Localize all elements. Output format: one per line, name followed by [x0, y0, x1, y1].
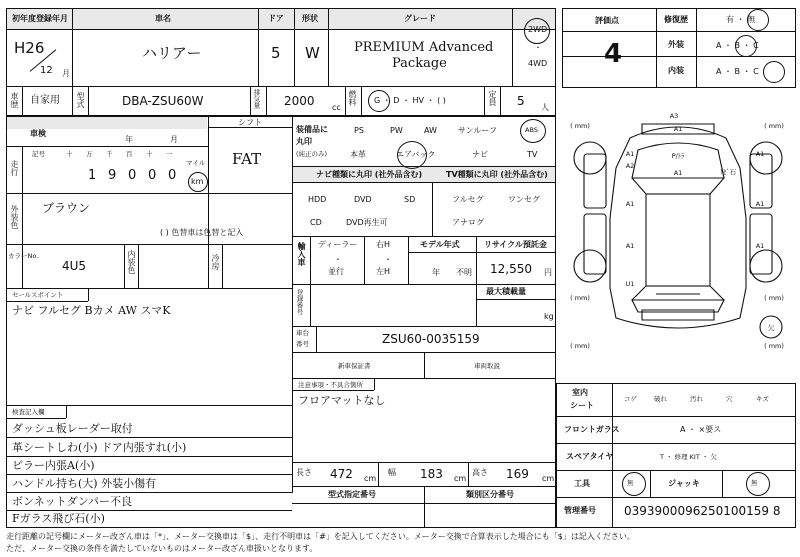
- model-year-value: 不明: [456, 268, 472, 277]
- door-value: 5: [271, 44, 281, 62]
- eq-aw: AW: [424, 126, 437, 135]
- tv-analog: アナログ: [452, 218, 484, 227]
- repair-label: 修復歴: [664, 15, 688, 24]
- mileage-v4: 0: [148, 168, 157, 183]
- eq-ps: PS: [354, 126, 364, 135]
- interior-opt-scratch: キズ: [756, 395, 769, 403]
- exterior-color-value: ブラウン: [42, 201, 91, 215]
- interior-grade-label: 内装: [668, 66, 684, 75]
- mark-a1-lr: A1: [625, 242, 635, 250]
- navi-type-label: ナビ種類に丸印 (社外品含む): [316, 170, 423, 179]
- shape-value: W: [305, 44, 320, 62]
- year-value: H26: [14, 39, 45, 57]
- tv-type-label: TV種類に丸印 (社外品含む): [446, 170, 548, 179]
- car-name: ハリアー: [142, 44, 202, 62]
- recycle-value: 12,550: [490, 262, 532, 276]
- grade-line1: PREMIUM Advanced: [354, 40, 494, 55]
- control-number-value: 0393900096250100159 8: [624, 504, 781, 518]
- interior-opt-dirt: 汚れ: [690, 395, 703, 403]
- mm-rr: ( mm): [764, 294, 784, 302]
- mileage-d4: 百: [126, 150, 133, 158]
- mileage-d3: 千: [106, 150, 113, 158]
- mark-u1: U1: [625, 280, 635, 288]
- color-no-value: 4U5: [62, 259, 87, 273]
- name-header: 車名: [155, 14, 171, 23]
- grade-header: グレード: [404, 14, 436, 23]
- tools-label: 工具: [574, 479, 590, 488]
- mark-a1-hood: A1: [673, 169, 683, 177]
- inspector-line-1: ダッシュ板レーダー取付: [12, 422, 133, 435]
- score-value: 4: [604, 39, 623, 69]
- import-dealer: ディーラー: [318, 240, 358, 249]
- color-no-label: カラーNo.: [8, 252, 39, 260]
- wheel-front-right: [750, 142, 782, 174]
- navi-dvd: DVD: [354, 195, 372, 204]
- mark-right-stone: ﾄﾋﾞ石: [719, 168, 737, 176]
- repair-circle: [747, 9, 769, 31]
- inspector-line-6: Fガラス飛び石(小): [12, 512, 105, 525]
- length-unit: cm: [364, 474, 377, 483]
- mileage-v5: 0: [168, 168, 177, 183]
- chassis-value: ZSU60-0035159: [382, 332, 480, 346]
- sales-points-value: ナビ フルセグ Bカメ AW スマK: [12, 304, 171, 317]
- tools-value: 無: [627, 479, 634, 487]
- mm-fl: ( mm): [570, 122, 590, 130]
- eq-sunroof: サンルーフ: [458, 126, 497, 135]
- shaken-label: 車検: [30, 129, 46, 138]
- mileage-kigo: 記号: [32, 150, 45, 158]
- windshield-options: A ・ ×要ス: [680, 425, 722, 434]
- warranty-label: 新車保証書: [338, 362, 371, 370]
- mark-missing: 欠: [767, 324, 775, 332]
- mark-a1-fl: A1: [625, 150, 635, 158]
- jack-value: 無: [751, 479, 758, 487]
- type-label: 型式: [76, 92, 85, 108]
- category-number-label: 類別区分番号: [466, 490, 514, 499]
- displacement-label: 排気量: [252, 89, 261, 109]
- door-header: ドア: [268, 14, 284, 23]
- aircon-label: 冷房: [211, 254, 220, 270]
- score-label: 評価点: [595, 16, 619, 25]
- spare-options: T ・ 修理 KIT ・ 欠: [660, 453, 717, 461]
- interior-grade-options: A ・ B ・ C: [716, 67, 759, 76]
- control-number-label: 管理番号: [564, 506, 596, 515]
- exterior-grade-label: 外装: [668, 40, 684, 49]
- eq-navi: ナビ: [472, 150, 488, 159]
- notes-label: 注意事項・不具合箇所: [298, 381, 363, 389]
- mm-fr: ( mm): [764, 122, 784, 130]
- wheel-front-left: [574, 142, 606, 174]
- interior-seat-label: 室内: [572, 388, 588, 397]
- notes-value: フロアマットなし: [298, 394, 386, 407]
- car-diagram: [560, 98, 796, 380]
- mileage-d5: 十: [146, 150, 153, 158]
- drive-4wd: 4WD: [528, 59, 548, 68]
- height-unit: cm: [542, 474, 555, 483]
- drive-dot: ・: [534, 43, 542, 52]
- interior-seat-label2: シート: [570, 401, 594, 410]
- mileage-label: 走行: [10, 160, 19, 176]
- interior-grade-circle: [763, 61, 785, 83]
- usage-value: 自家用: [30, 95, 60, 106]
- tv-fullseg: フルセグ: [452, 195, 484, 204]
- length-value: 472: [330, 467, 353, 481]
- equipment-label3: (純正のみ): [296, 150, 328, 158]
- model-year-unit: 年: [432, 268, 440, 277]
- mm-bl: ( mm): [570, 342, 590, 350]
- navi-hdd: HDD: [308, 195, 327, 204]
- mark-a1-rd: A1: [755, 200, 765, 208]
- eq-abs: ABS: [525, 126, 538, 134]
- spare-label: スペアタイヤ: [566, 452, 614, 461]
- width-label: 幅: [388, 468, 396, 477]
- tv-oneseg: ワンセグ: [508, 195, 540, 204]
- jack-circle: [746, 472, 770, 496]
- import-label: 輸入車: [297, 242, 306, 266]
- exterior-grade-circle: [735, 35, 757, 57]
- tools-circle: [622, 472, 646, 496]
- displacement-unit: cc: [332, 103, 341, 112]
- navi-sd: SD: [404, 195, 416, 204]
- exterior-color-label: 外装色: [10, 205, 19, 229]
- shift-label: シフト: [238, 118, 262, 127]
- mm-br: ( mm): [764, 342, 784, 350]
- usage-label: 車歴: [10, 92, 19, 108]
- year-header: 初年度登録年月: [12, 14, 68, 23]
- mileage-km: km: [191, 177, 204, 186]
- mark-a1-fr: A1: [755, 150, 765, 158]
- max-load-unit: kg: [544, 312, 554, 321]
- repair-options: 有 ・ 無: [726, 15, 756, 24]
- mark-a1-bumper: A1: [673, 125, 683, 133]
- chassis-label: 車台: [296, 329, 309, 337]
- max-load-label: 最大積載量: [486, 287, 526, 296]
- interior-opt-burn: コゲ: [624, 395, 637, 403]
- footer-note-1: 走行距離の記号欄にメーター改ざん車は「*」、メーター交換車は「$」、走行不明車は「#」を記入してください。メーター交換で合算表示した場合にも「$」は記入ください。: [6, 532, 635, 541]
- registration-label: 登録番号: [295, 289, 304, 315]
- wheel-rear-left: [574, 250, 606, 282]
- recycle-label: リサイクル預託金: [484, 240, 547, 249]
- length-label: 長さ: [296, 468, 312, 477]
- chassis-label2: 番号: [296, 340, 309, 348]
- mileage-d6: 一: [166, 150, 173, 158]
- eq-airbag: エアバック: [396, 150, 436, 159]
- steer-dot: ・: [384, 255, 392, 264]
- height-label: 高さ: [472, 468, 488, 477]
- drive-2wd: 2WD: [528, 25, 548, 34]
- sales-points-label: セールスポイント: [12, 291, 64, 299]
- import-parallel: 並行: [328, 267, 344, 276]
- capacity-label: 定員: [488, 90, 497, 106]
- footer-note-2: ただ、メーター交換の条件を満たしていないものはメーター改ざん車扱いとなります。: [6, 544, 318, 553]
- mileage-v1: 1: [88, 168, 97, 183]
- windshield-label: フロントガラス: [564, 425, 620, 434]
- inspector-line-4: ハンドル持ち(大) 外装小傷有: [12, 477, 157, 490]
- model-year-label: モデル年式: [420, 240, 460, 249]
- eq-pw: PW: [390, 126, 403, 135]
- shaken-month: 月: [170, 135, 178, 144]
- interior-color-label: 内装色: [127, 250, 136, 274]
- capacity-unit: 人: [541, 103, 549, 112]
- color-change-note: ( ) 色替車は色替と記入: [160, 228, 244, 237]
- mark-a3-front: A3: [669, 112, 679, 120]
- steer-left: 左H: [376, 267, 391, 276]
- mileage-v3: 0: [128, 168, 137, 183]
- wheel-rear-right: [750, 250, 782, 282]
- navi-cd: CD: [310, 218, 322, 227]
- width-unit: cm: [454, 474, 467, 483]
- height-value: 169: [506, 467, 529, 481]
- inspector-label: 検査記入欄: [12, 408, 45, 416]
- width-value: 183: [420, 467, 443, 481]
- fuel-label: 燃料: [348, 90, 357, 106]
- shape-header: 形状: [302, 14, 318, 23]
- recycle-unit: 円: [544, 268, 552, 277]
- steer-right: 右H: [376, 240, 391, 249]
- eq-tv: TV: [527, 150, 538, 159]
- mark-a2-left: A2: [625, 162, 635, 170]
- eq-leather: 本革: [350, 150, 366, 159]
- inspector-line-2: 革シートしわ(小) ドア内張すれ(小): [12, 441, 187, 454]
- navi-dvdplay: DVD再生可: [346, 218, 388, 227]
- mm-rl: ( mm): [570, 294, 590, 302]
- interior-opt-hole: 穴: [726, 395, 733, 403]
- interior-opt-tear: 破れ: [654, 395, 667, 403]
- manual-label: 車両取説: [474, 362, 500, 370]
- exterior-grade-options: A ・ B ・ C: [716, 41, 759, 50]
- mileage-mile: マイル: [186, 159, 206, 167]
- equipment-label2: 丸印: [296, 137, 312, 146]
- mileage-v2: 9: [108, 168, 117, 183]
- shift-value: FAT: [232, 150, 262, 168]
- type-designation-label: 型式指定番号: [328, 490, 376, 499]
- capacity-value: 5: [517, 94, 525, 108]
- month-value: 12: [40, 65, 53, 76]
- type-value: DBA-ZSU60W: [122, 94, 204, 108]
- mark-a1-rr: A1: [755, 242, 765, 250]
- import-dealer-dot: ・: [334, 255, 342, 264]
- displacement-value: 2000: [284, 94, 315, 108]
- mileage-d1: 十: [66, 150, 73, 158]
- mark-glass: P/ﾄﾗ: [671, 152, 685, 160]
- mileage-d2: 万: [86, 150, 93, 158]
- inspector-line-3: ピラー内張A(小): [12, 459, 95, 472]
- mark-a1-ld: A1: [625, 200, 635, 208]
- shaken-year: 年: [125, 135, 133, 144]
- fuel-options: G ・ D ・ HV ・ ( ): [374, 96, 446, 105]
- month-unit: 月: [62, 69, 70, 78]
- grade-line2: Package: [392, 56, 447, 71]
- jack-label: ジャッキ: [668, 479, 700, 488]
- equipment-label: 装備品に: [296, 125, 328, 134]
- inspector-line-5: ボンネットダンパー不良: [12, 495, 133, 508]
